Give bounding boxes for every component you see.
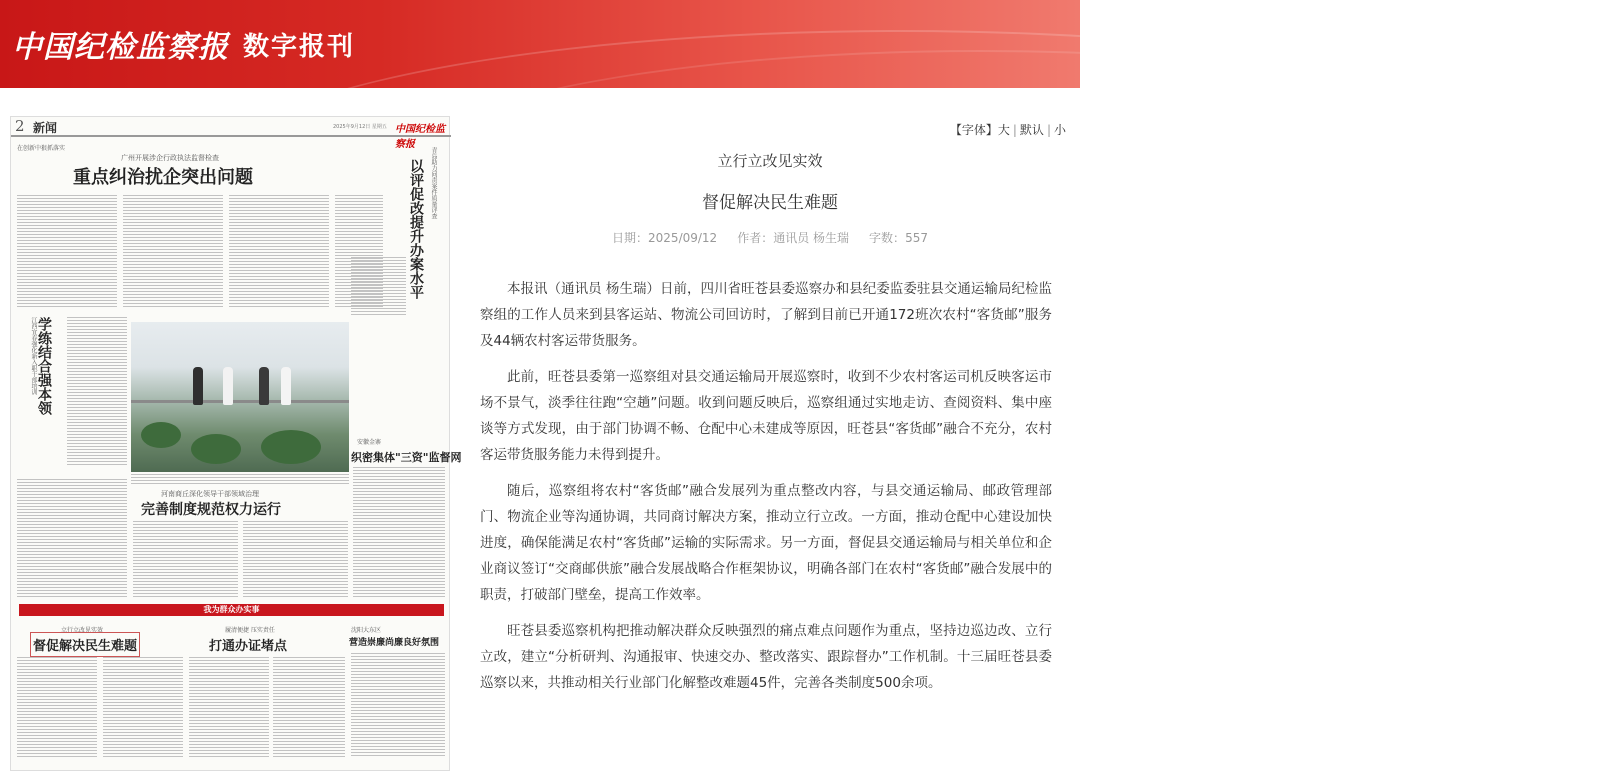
story-text bbox=[67, 317, 127, 467]
story-headline[interactable]: 以评促改提升办案水平 bbox=[408, 159, 424, 299]
article-body bbox=[480, 276, 1052, 706]
story-text bbox=[353, 467, 445, 597]
photo-person bbox=[259, 367, 269, 405]
banner-decoration bbox=[380, 50, 1580, 310]
photo-detail bbox=[261, 430, 321, 464]
photo-person bbox=[281, 367, 291, 405]
photo-detail bbox=[141, 422, 181, 448]
font-default-button[interactable]: 默认 bbox=[1019, 123, 1044, 137]
story-text bbox=[273, 657, 345, 757]
photo-person bbox=[223, 367, 233, 405]
photo-detail bbox=[191, 434, 241, 464]
story-text bbox=[17, 657, 97, 757]
story-subtitle: 广州开展涉企行政执法监督检查 bbox=[121, 154, 219, 162]
story-kicker: 安徽金寨 bbox=[357, 439, 382, 446]
photo-caption bbox=[131, 474, 349, 486]
story-text bbox=[189, 657, 269, 757]
photo-detail bbox=[131, 400, 349, 403]
story-headline[interactable]: 织密集体"三资"监督网 bbox=[351, 451, 462, 464]
brand-name: 中国纪检监察报 bbox=[12, 30, 229, 65]
story-text bbox=[351, 653, 445, 757]
article-kicker: 立行立改见实效 bbox=[717, 152, 823, 170]
brand-product: 数字报刊 bbox=[243, 31, 356, 62]
article-date: 2025/09/12 bbox=[648, 231, 718, 245]
story-text bbox=[17, 479, 127, 597]
story-text bbox=[229, 195, 329, 307]
story-kicker: 青岛助力问责案件质量评查 bbox=[430, 147, 437, 219]
story-headline[interactable]: 完善制度规范权力运行 bbox=[141, 502, 281, 518]
story-headline[interactable]: 打通办证堵点 bbox=[209, 639, 288, 654]
page-date: 2025年9月12日 星期五 bbox=[333, 124, 387, 130]
date-label: 日期： bbox=[612, 231, 649, 245]
site-logo[interactable] bbox=[12, 22, 355, 66]
section-band-label: 我为群众办实事 bbox=[203, 605, 260, 614]
article-author: 通讯员 杨生瑞 bbox=[773, 231, 850, 245]
article-word-count: 557 bbox=[905, 231, 928, 245]
newspaper-page[interactable] bbox=[10, 116, 462, 771]
article-paragraph: 随后，巡察组将农村“客货邮”融合发展列为重点整改内容，与县交通运输局、邮政管理部门、物流企业等沟通协调，共同商讨解决方案，推动立行立改。一方面，推动仓配中心建设加快进度，确保能满足农村“客货邮”运输的实际需求。另一方面，督促县交通运输局与相关单位和企业商议签订“交商邮供旅”融合发展战略合作框架协议，明确各部门在农村“客货邮”融合发展中的职责，打破部门壁垒，提高工作效率。 bbox=[480, 483, 1052, 603]
story-text bbox=[103, 657, 183, 757]
font-size-control: 【字体】大 | 默认 | 小 bbox=[949, 123, 1066, 137]
section-band bbox=[19, 604, 444, 616]
story-kicker: 在创新中狠抓落实 bbox=[17, 145, 66, 152]
header-banner bbox=[0, 0, 1080, 88]
article-paragraph: 本报讯（通讯员 杨生瑞）日前，四川省旺苍县委巡察办和县纪委监委驻县交通运输局纪检监察组的工作人员来到县客运站、物流公司回访时，了解到目前已开通172班次农村“客货邮”服务及44辆农村客运带货服务。 bbox=[480, 281, 1052, 349]
article-meta bbox=[480, 229, 1060, 246]
page-number: 2 bbox=[15, 117, 25, 135]
font-label: 【字体】 bbox=[949, 123, 998, 137]
article-paragraph: 此前，旺苍县委第一巡察组对县交通运输局开展巡察时，收到不少农村客运司机反映客运市场不景气，淡季往往跑“空趟”问题。收到问题反映后，巡察组通过实地走访、查阅资料、集中座谈等方式发现，由于部门协调不畅、仓配中心未建成等原因，旺苍县“客货邮”融合不充分，农村客运带货服务能力未得到提升。 bbox=[480, 369, 1052, 463]
font-small-button[interactable]: 小 bbox=[1053, 123, 1066, 137]
photo-person bbox=[193, 367, 203, 405]
story-subtitle: 河南商丘深化领导干部领域治理 bbox=[161, 490, 259, 498]
page-masthead: 中国纪检监察报 bbox=[395, 124, 445, 150]
story-text bbox=[17, 195, 117, 307]
story-headline[interactable]: 重点纠治扰企突出问题 bbox=[73, 167, 253, 188]
story-kicker: 江西宜春强化新入职干部培训 bbox=[30, 317, 37, 395]
story-text bbox=[123, 195, 223, 307]
author-label: 作者： bbox=[737, 231, 774, 245]
story-kicker: 沈阳大东区 bbox=[351, 627, 382, 634]
article-title: 督促解决民生难题 bbox=[702, 193, 838, 213]
article-paragraph: 旺苍县委巡察机构把推动解决群众反映强烈的痛点难点问题作为重点，坚持边巡边改、立行立改，建立“分析研判、沟通报审、快速交办、整改落实、跟踪督办”工作机制。十三届旺苍县委巡察以来，共推动相关行业部门化解整改难题45件，完善各类制度500余项。 bbox=[480, 623, 1052, 691]
story-headline-selected[interactable]: 督促解决民生难题 bbox=[33, 635, 137, 654]
story-kicker: 立行立改见实效 bbox=[61, 627, 104, 634]
font-large-button[interactable]: 大 bbox=[997, 123, 1010, 137]
story-headline[interactable]: 营造崇廉尚廉良好氛围 bbox=[349, 638, 440, 648]
page-section: 新闻 bbox=[33, 121, 58, 135]
story-text bbox=[351, 257, 406, 317]
story-text bbox=[243, 521, 348, 599]
story-text bbox=[133, 521, 238, 599]
words-label: 字数： bbox=[869, 231, 906, 245]
story-headline[interactable]: 学练结合强本领 bbox=[36, 317, 52, 415]
news-photo[interactable] bbox=[131, 322, 349, 472]
story-kicker: 履清便捷 压实责任 bbox=[225, 627, 275, 634]
